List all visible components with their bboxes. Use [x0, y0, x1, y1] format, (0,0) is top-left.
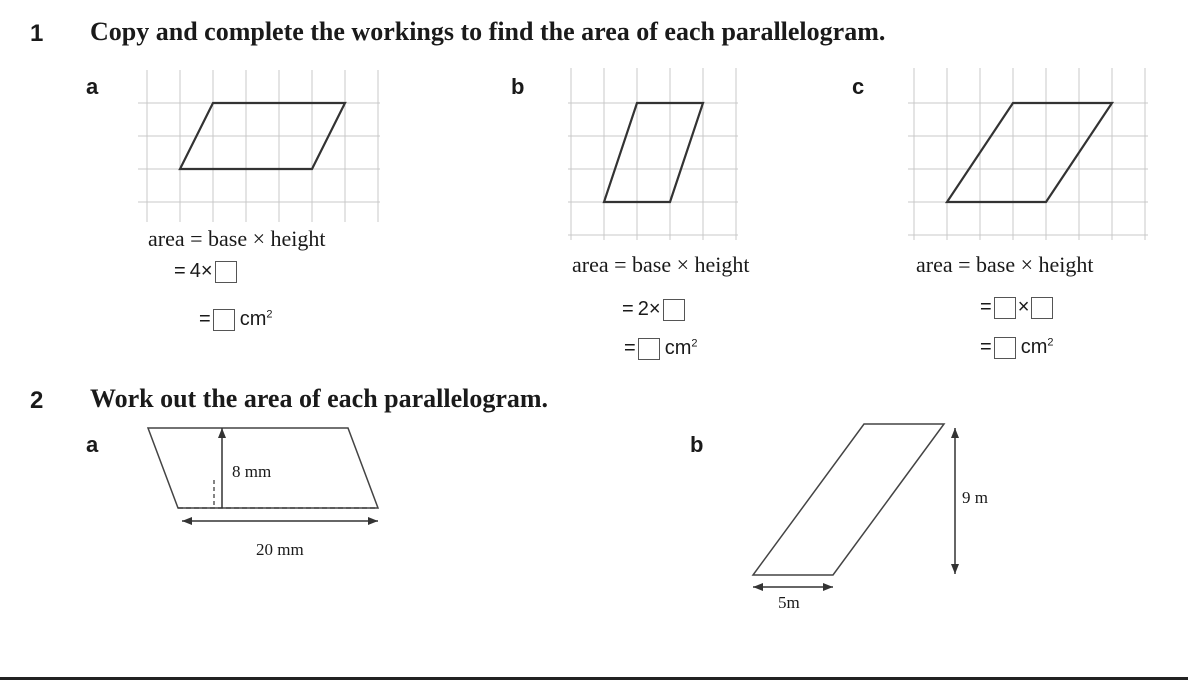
q1c-grid — [908, 68, 1148, 240]
q1b-grid — [568, 68, 738, 240]
answer-box[interactable] — [663, 299, 685, 321]
question-1-instruction: Copy and complete the workings to find the area of each parallelogram. — [90, 17, 886, 46]
q1b-parallelogram — [604, 103, 703, 202]
q1-part-c-label: c — [852, 74, 865, 99]
q2b-base-arrow-left — [753, 583, 763, 591]
unit-label: $cm^2$ — [1020, 336, 1054, 358]
times-sign: × — [1017, 296, 1030, 318]
q2b-height-arrow-top — [951, 428, 959, 438]
answer-box[interactable] — [1031, 297, 1053, 319]
equals-sign: = — [624, 337, 636, 359]
q1a-formula: area = base × height — [148, 226, 326, 251]
question-1-number: 1 — [30, 20, 44, 47]
q1-part-b-label: b — [511, 74, 525, 99]
bottom-rule — [0, 677, 1188, 680]
equals-sign: = — [199, 308, 211, 330]
unit-label: $cm^2$ — [239, 308, 273, 330]
answer-box[interactable] — [215, 261, 237, 283]
answer-box[interactable] — [994, 337, 1016, 359]
equals-sign: = — [980, 336, 992, 358]
q2a-height-arrow-top — [218, 428, 226, 438]
question-2-number: 2 — [30, 387, 44, 414]
equals-sign: = — [174, 260, 186, 282]
answer-box[interactable] — [638, 338, 660, 360]
q2a-base-label: 20 mm — [256, 540, 304, 559]
q2-part-b-label: b — [690, 432, 704, 457]
q1a-grid — [138, 70, 380, 222]
question-2-instruction: Work out the area of each parallelogram. — [90, 384, 549, 413]
q2a-base-arrow-right — [368, 517, 378, 525]
q1-part-a-label: a — [86, 74, 99, 99]
q1b-formula: area = base × height — [572, 252, 750, 277]
q1a-step1 — [174, 260, 239, 283]
q1a-step2 — [199, 308, 272, 331]
q1c-step1 — [980, 296, 1055, 319]
base-value: 2 — [637, 298, 649, 320]
answer-box[interactable] — [213, 309, 235, 331]
base-value: 4 — [189, 260, 201, 282]
q2a-height-label: 8 mm — [232, 462, 272, 481]
q1c-formula: area = base × height — [916, 252, 1094, 277]
q1c-parallelogram — [947, 103, 1112, 202]
equals-sign: = — [622, 298, 634, 320]
unit-label: $cm^2$ — [664, 337, 698, 359]
q1b-step1 — [622, 298, 687, 321]
q1b-step2 — [624, 337, 697, 360]
q2-part-a-label: a — [86, 432, 99, 457]
q2b-base-label: 5m — [778, 593, 800, 612]
times-sign: × — [648, 298, 661, 320]
q2b-parallelogram — [753, 424, 944, 575]
times-sign: × — [200, 260, 213, 282]
equals-sign: = — [980, 296, 992, 318]
q2a-base-arrow-left — [182, 517, 192, 525]
q1c-step2 — [980, 336, 1053, 359]
q2b-height-label: 9 m — [962, 488, 988, 507]
answer-box[interactable] — [994, 297, 1016, 319]
q2b-base-arrow-right — [823, 583, 833, 591]
q2b-height-arrow-bottom — [951, 564, 959, 574]
